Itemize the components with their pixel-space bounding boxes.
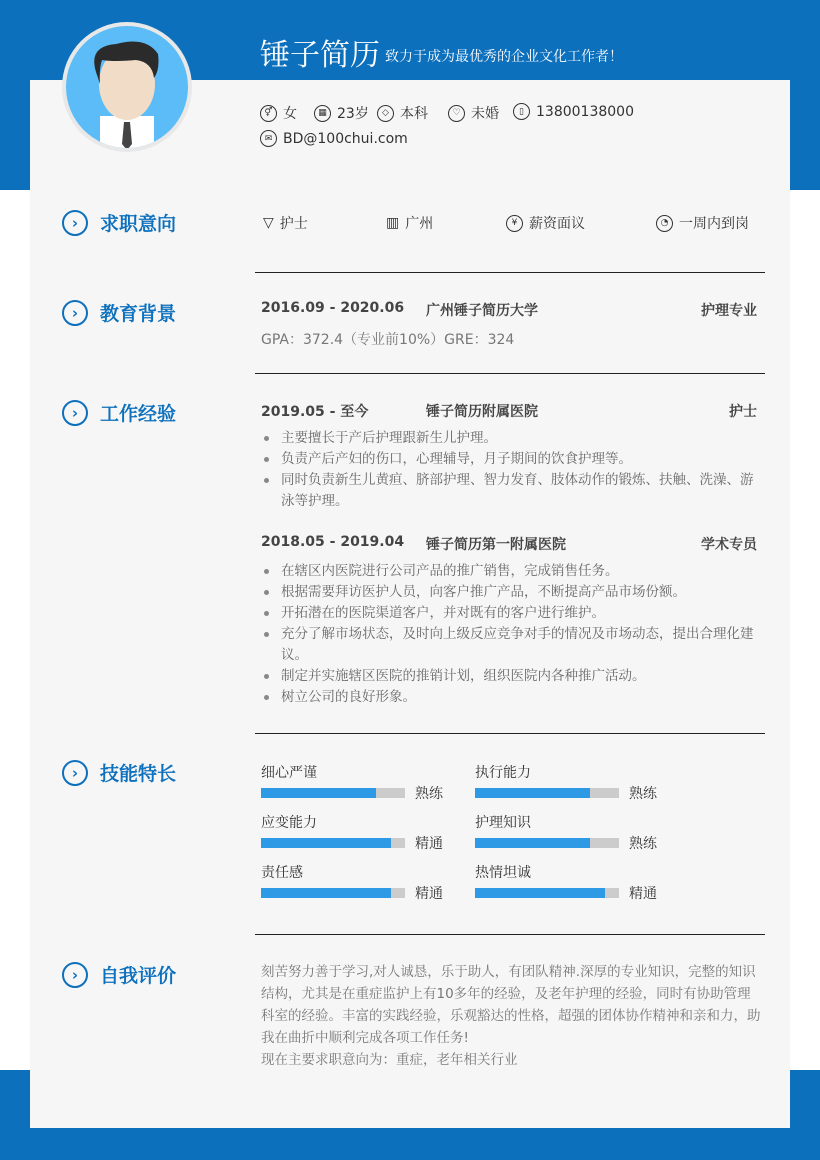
list-item: 主要擅长于产后护理跟新生儿护理。 [261, 428, 761, 449]
gender-value: 女 [283, 106, 297, 122]
skill-name: 热情坦诚 [475, 865, 531, 881]
divider [255, 934, 765, 935]
skill-bar [261, 788, 405, 798]
work-title: 护士 [729, 404, 757, 420]
resume-name: 锤子简历 [260, 38, 380, 73]
phone-value: 13800138000 [536, 103, 634, 120]
intent-availability-value: 一周内到岗 [679, 216, 749, 232]
tie-icon: ▽ [263, 215, 274, 231]
work-period: 2018.05 - 2019.04 [261, 534, 405, 550]
section-label: 教育背景 [100, 303, 177, 325]
work-period: 2019.05 - 至今 [261, 404, 369, 420]
skill-level: 精通 [629, 886, 657, 902]
info-marital [448, 103, 499, 123]
work-duties [261, 428, 761, 512]
section-intent-title [62, 209, 176, 236]
chevron-right-icon: › [62, 300, 88, 326]
info-email [260, 130, 408, 147]
education-period: 2016.09 - 2020.06 [261, 300, 405, 316]
section-label: 工作经验 [100, 403, 177, 425]
graduation-cap-icon: ◇ [377, 105, 394, 122]
list-item: 根据需要拜访医护人员，向客户推广产品，不断提高产品市场份额。 [261, 582, 761, 603]
skill-level: 熟练 [629, 836, 657, 852]
phone-icon: ▯ [513, 103, 530, 120]
slogan: 致力于成为最优秀的企业文化工作者！ [385, 49, 623, 65]
education-major: 护理专业 [701, 303, 757, 319]
divider [255, 272, 765, 273]
list-item: 树立公司的良好形象。 [261, 687, 761, 708]
intent-salary-value: 薪资面议 [529, 216, 585, 232]
section-label: 自我评价 [100, 965, 177, 987]
skill-level: 精通 [415, 836, 443, 852]
list-item: 负责产后产妇的伤口，心理辅导，月子期间的饮食护理等。 [261, 449, 761, 470]
info-gender [260, 103, 297, 123]
skill-item [261, 862, 461, 902]
building-icon: ▥ [386, 215, 400, 231]
age-value: 23岁 [337, 106, 369, 122]
skill-item [261, 762, 461, 802]
skill-item [475, 812, 675, 852]
skill-bar-fill [475, 888, 605, 898]
skill-bar-fill [475, 788, 590, 798]
skill-name: 责任感 [261, 865, 303, 881]
work-company: 锤子简历附属医院 [426, 404, 538, 420]
marital-value: 未婚 [471, 106, 499, 122]
education-detail: GPA：372.4（专业前10%）GRE：324 [261, 332, 515, 348]
intent-city-value: 广州 [405, 216, 434, 232]
divider [255, 733, 765, 734]
skill-bar [475, 888, 619, 898]
mail-icon: ✉ [260, 130, 277, 147]
skill-name: 应变能力 [261, 815, 317, 831]
skill-bar [261, 888, 405, 898]
avatar-illustration [66, 26, 188, 148]
heart-icon: ♡ [448, 105, 465, 122]
intent-position-value: 护士 [279, 216, 308, 232]
skill-bar [475, 788, 619, 798]
skill-bar [261, 838, 405, 848]
intent-salary [506, 213, 585, 233]
calendar-icon: ▦ [314, 105, 331, 122]
skill-level: 熟练 [629, 786, 657, 802]
intent-city [386, 213, 433, 233]
work-duties [261, 561, 761, 708]
work-title: 学术专员 [701, 537, 757, 553]
skill-level: 熟练 [415, 786, 443, 802]
divider [255, 373, 765, 374]
work-company: 锤子简历第一附属医院 [426, 537, 566, 553]
skill-name: 护理知识 [475, 815, 531, 831]
info-phone [513, 103, 634, 120]
skill-bar-fill [261, 788, 376, 798]
avatar [62, 22, 192, 152]
chevron-right-icon: › [62, 962, 88, 988]
education-school: 广州锤子简历大学 [426, 303, 538, 319]
skill-bar-fill [261, 838, 391, 848]
skill-item [475, 862, 675, 902]
chevron-right-icon: › [62, 400, 88, 426]
skill-level: 精通 [415, 886, 443, 902]
section-work-title [62, 399, 176, 426]
skill-item [261, 812, 461, 852]
education-value: 本科 [400, 106, 428, 122]
yen-icon: ¥ [506, 215, 523, 232]
intent-availability [656, 213, 749, 233]
self-evaluation-text: 刻苦努力善于学习,对人诚恳，乐于助人，有团队精神.深厚的专业知识，完整的知识结构，尤其是在重症监护上有10多年的经验，及老年护理的经验，同时有协助管理科室的经验。丰富的实践经验，乐观豁达的性格，超强的团体协作精神和亲和力，助我在曲折中顺利完成各项工作任务! [261, 964, 761, 1046]
skill-item [475, 762, 675, 802]
clock-icon: ◔ [656, 215, 673, 232]
skill-name: 执行能力 [475, 765, 531, 781]
info-education [377, 103, 428, 123]
list-item: 充分了解市场状态，及时向上级反应竞争对手的情况及市场动态，提出合理化建议。 [261, 624, 761, 666]
gender-icon: ⚥ [260, 105, 277, 122]
list-item: 开拓潜在的医院渠道客户，并对既有的客户进行维护。 [261, 603, 761, 624]
chevron-right-icon: › [62, 210, 88, 236]
intent-position [263, 213, 308, 233]
chevron-right-icon: › [62, 760, 88, 786]
list-item: 制定并实施辖区医院的推销计划，组织医院内各种推广活动。 [261, 666, 761, 687]
skill-name: 细心严谨 [261, 765, 317, 781]
self-evaluation [261, 961, 761, 1071]
list-item: 同时负责新生儿黄疸、脐部护理、智力发育、肢体动作的锻炼、扶触、洗澡、游泳等护理。 [261, 470, 761, 512]
skill-bar-fill [475, 838, 590, 848]
section-education-title [62, 299, 176, 326]
skill-bar [475, 838, 619, 848]
skill-bar-fill [261, 888, 391, 898]
email-value: BD@100chui.com [283, 130, 408, 147]
info-age [314, 103, 369, 123]
section-skills-title [62, 759, 176, 786]
list-item: 在辖区内医院进行公司产品的推广销售，完成销售任务。 [261, 561, 761, 582]
section-self-title [62, 961, 176, 988]
section-label: 技能特长 [100, 763, 177, 785]
self-evaluation-intent: 现在主要求职意向为：重症，老年相关行业 [261, 1052, 518, 1068]
section-label: 求职意向 [100, 213, 177, 235]
